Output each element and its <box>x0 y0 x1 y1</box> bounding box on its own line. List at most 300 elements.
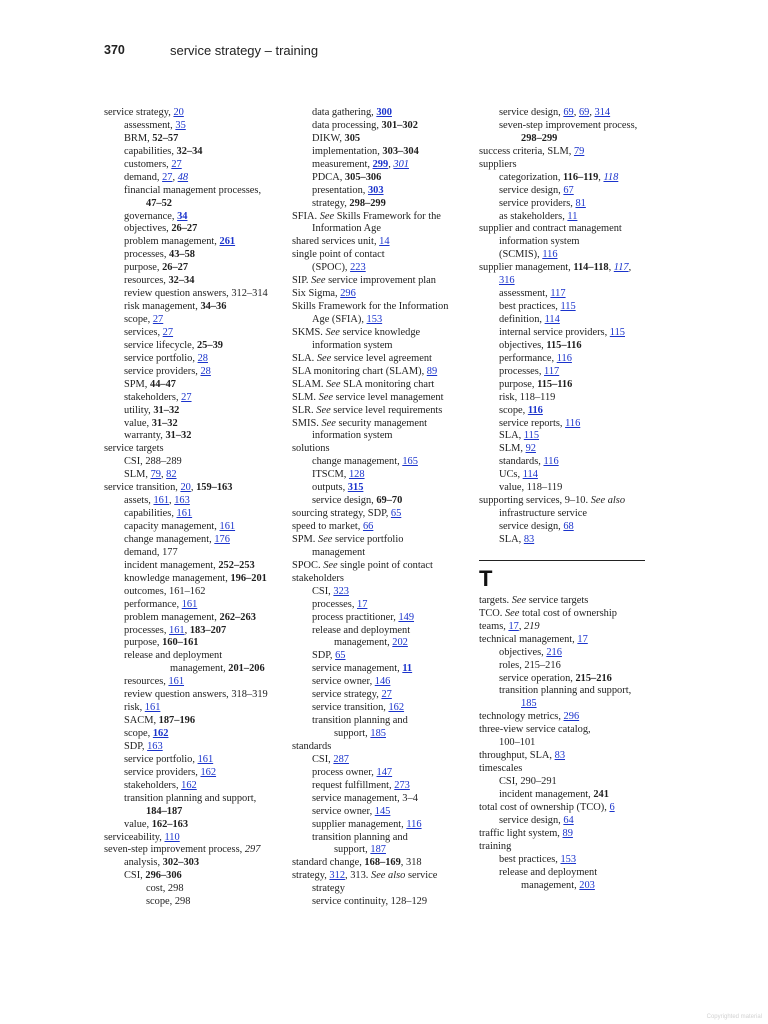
page-link[interactable]: 117 <box>544 365 560 377</box>
page-link[interactable]: 69 <box>563 107 574 118</box>
index-entry <box>292 534 464 547</box>
index-text: , <box>518 620 525 632</box>
index-subentry <box>292 793 464 806</box>
index-term: solutions <box>292 443 330 455</box>
index-entry <box>292 443 464 456</box>
index-term: resources, <box>124 676 169 688</box>
index-entry <box>479 802 647 815</box>
index-subentry <box>479 469 647 482</box>
index-term: strategy, <box>292 870 330 882</box>
index-subentry <box>292 612 464 625</box>
page-link[interactable]: 114 <box>522 469 538 481</box>
index-subentry <box>104 120 282 133</box>
index-text: service level management <box>332 391 444 403</box>
index-text: 43–58 <box>169 249 195 261</box>
page-link[interactable]: 296 <box>340 288 356 300</box>
page-link[interactable]: 17 <box>577 633 588 645</box>
index-subentry <box>292 767 464 780</box>
index-text: See also <box>371 870 406 882</box>
page-link[interactable]: 153 <box>366 314 383 325</box>
index-entry <box>479 621 647 634</box>
page-link[interactable]: 69 <box>578 107 590 118</box>
index-term: review question answers, 312–314 <box>124 288 268 300</box>
index-term: value, 118–119 <box>499 482 563 494</box>
index-term: UCs, <box>499 469 523 481</box>
index-text: 252–253 <box>218 559 255 571</box>
page-link[interactable]: 68 <box>563 521 574 532</box>
index-entry <box>292 249 464 262</box>
index-term: outcomes, 161–162 <box>124 585 206 597</box>
index-term: suppliers <box>479 158 517 170</box>
index-term: TCO. <box>479 607 505 619</box>
index-term: financial management processes, <box>124 184 262 196</box>
index-column-3 <box>479 107 647 892</box>
index-text: 201–206 <box>228 663 265 675</box>
page-link[interactable]: 185 <box>521 698 537 710</box>
index-subentry <box>292 806 464 819</box>
index-subentry <box>104 430 282 443</box>
index-subentry <box>104 353 282 366</box>
page-link[interactable]: 116 <box>406 818 422 830</box>
index-term: change management, <box>124 533 215 545</box>
page-link[interactable]: 312 <box>329 870 346 882</box>
index-subentry <box>292 702 464 715</box>
index-text: 31–32 <box>153 404 180 416</box>
index-term: standards, <box>499 456 544 468</box>
index-subentry <box>479 776 647 789</box>
index-term: service providers, <box>124 365 201 377</box>
page-link[interactable]: 118 <box>603 171 619 183</box>
index-text: , <box>589 107 595 118</box>
index-term: presentation, <box>312 184 368 196</box>
page-link[interactable]: 89 <box>562 827 573 839</box>
index-term: service strategy, <box>312 689 382 701</box>
index-text: service knowledge <box>339 326 421 338</box>
page-link[interactable]: 117 <box>550 288 566 300</box>
index-subentry <box>479 366 647 379</box>
index-subentry <box>479 107 647 120</box>
index-entry <box>292 288 464 301</box>
index-text: service portfolio <box>332 533 404 545</box>
index-term: ITSCM, <box>312 469 349 481</box>
page-link[interactable]: 116 <box>527 404 543 416</box>
index-text: 32–34 <box>176 145 203 157</box>
page-link[interactable]: 20 <box>173 107 184 118</box>
index-term: demand, <box>124 171 163 183</box>
index-term: throughput, SLA, <box>479 750 555 762</box>
index-subentry <box>479 327 647 340</box>
index-subentry <box>104 870 282 883</box>
section-divider <box>479 560 645 561</box>
page-link[interactable]: 116 <box>542 249 558 261</box>
page-link[interactable]: 65 <box>335 650 346 662</box>
page-link[interactable]: 165 <box>402 456 418 468</box>
index-subentry <box>104 883 282 896</box>
page-link[interactable]: 27 <box>162 171 173 183</box>
index-subentry <box>104 379 282 392</box>
index-entry <box>479 495 647 508</box>
page-link[interactable]: 11 <box>567 210 578 222</box>
index-entry <box>292 521 464 534</box>
index-subentry <box>292 883 464 896</box>
page-link[interactable]: 116 <box>556 352 572 364</box>
index-term: resources, <box>124 275 169 287</box>
index-text: , <box>160 469 167 481</box>
page-link[interactable]: 27 <box>381 689 392 701</box>
index-subentry <box>292 262 464 275</box>
page-link[interactable]: 303 <box>367 184 384 196</box>
index-subentry <box>292 586 464 599</box>
index-term: change management, <box>312 456 403 468</box>
index-term: (SPOC), <box>312 262 351 274</box>
index-term: service providers, <box>124 766 201 778</box>
index-subentry <box>292 469 464 482</box>
index-entry <box>292 366 464 379</box>
index-text: 114–118 <box>573 262 609 274</box>
page-link[interactable]: 187 <box>370 844 386 856</box>
index-term: SLA monitoring chart (SLAM), <box>292 365 427 377</box>
index-column-2 <box>292 107 464 909</box>
page-link[interactable]: 296 <box>563 711 580 723</box>
index-term: scope, 298 <box>146 896 191 908</box>
index-subentry <box>104 741 282 754</box>
index-term: standards <box>292 740 332 752</box>
index-term: analysis, <box>124 857 163 869</box>
index-term: performance, <box>124 598 182 610</box>
page-link[interactable]: 14 <box>379 236 390 248</box>
page-link[interactable]: 114 <box>544 314 560 325</box>
index-term: CSI, 288–289 <box>124 456 182 468</box>
index-term: management <box>312 546 366 558</box>
page-link[interactable]: 82 <box>166 469 177 481</box>
index-subentry <box>104 249 282 262</box>
page-link[interactable]: 161 <box>168 676 185 688</box>
index-term: objectives, <box>499 646 547 658</box>
index-term: process practitioner, <box>312 611 399 623</box>
page-link[interactable]: 34 <box>177 210 188 222</box>
index-subentry <box>292 599 464 612</box>
index-subentry <box>292 689 464 702</box>
index-term: success criteria, SLM, <box>479 145 574 157</box>
index-text: 298–299 <box>521 132 558 144</box>
index-subentry <box>104 133 282 146</box>
index-subentry <box>479 236 647 249</box>
index-term: timescales <box>479 763 523 775</box>
index-term: implementation, <box>312 145 383 157</box>
index-term: measurement, <box>312 158 373 170</box>
index-entry <box>479 634 647 647</box>
page-link[interactable]: 67 <box>563 184 574 196</box>
index-term: knowledge management, <box>124 572 231 584</box>
index-subentry <box>104 612 282 625</box>
page-link[interactable]: 273 <box>394 779 410 791</box>
index-text: , <box>184 624 190 636</box>
index-term: release and deployment <box>499 866 598 878</box>
page-link[interactable]: 300 <box>376 107 392 118</box>
index-term: transition planning and <box>312 715 408 727</box>
page-link[interactable]: 27 <box>181 391 192 403</box>
page-link[interactable]: 162 <box>388 702 405 714</box>
index-term: capabilities, <box>124 508 177 520</box>
index-term: SPM. <box>292 533 318 545</box>
index-term: cost, 298 <box>146 883 184 895</box>
index-subentry <box>104 301 282 314</box>
index-term: support, <box>334 728 371 739</box>
index-text: 168–169 <box>364 857 401 869</box>
page-link[interactable]: 83 <box>554 750 566 762</box>
index-term: scope, <box>124 728 153 739</box>
index-subentry <box>479 185 647 198</box>
index-subentry <box>292 107 464 120</box>
page-link[interactable]: 203 <box>579 879 595 891</box>
index-term: purpose, <box>499 378 538 390</box>
index-subentry <box>104 405 282 418</box>
index-term: risk, <box>124 702 145 714</box>
page-link[interactable]: 115 <box>560 301 576 313</box>
index-subentry <box>292 625 464 638</box>
index-subentry <box>104 793 282 806</box>
index-subentry <box>292 547 464 560</box>
index-term: incident management, <box>499 788 594 800</box>
page-link[interactable]: 48 <box>177 171 189 183</box>
index-term: CSI, <box>124 870 146 882</box>
page-link[interactable]: 83 <box>523 533 535 545</box>
index-term: total cost of ownership (TCO), <box>479 801 610 813</box>
page-link[interactable]: 20 <box>180 482 191 494</box>
page-link[interactable]: 162 <box>181 779 197 791</box>
index-subentry <box>104 275 282 288</box>
page-link[interactable]: 79 <box>573 145 585 157</box>
page-link[interactable]: 161 <box>144 702 161 714</box>
index-subentry <box>104 534 282 547</box>
index-text: 47–52 <box>146 197 172 209</box>
index-term: service transition, <box>312 702 389 714</box>
index-term: teams, <box>479 620 509 632</box>
running-head: service strategy – training <box>170 43 319 58</box>
page-link[interactable]: 163 <box>147 740 163 752</box>
index-term: value, <box>124 417 152 429</box>
page-link[interactable]: 161 <box>153 495 170 507</box>
index-subentry <box>292 650 464 663</box>
index-subentry <box>479 867 647 880</box>
index-subentry <box>292 185 464 198</box>
index-text: 241 <box>593 788 609 800</box>
page-link[interactable]: 162 <box>200 766 217 778</box>
page-link[interactable]: 163 <box>174 495 190 507</box>
index-term: release and deployment <box>124 650 223 662</box>
index-subentry <box>104 560 282 573</box>
index-term: demand, 177 <box>124 546 178 558</box>
index-subentry <box>479 647 647 660</box>
index-term: (SCMIS), <box>499 249 543 261</box>
index-subentry <box>292 159 464 172</box>
index-text: See <box>511 594 527 606</box>
index-term: information system <box>312 430 393 442</box>
page-link[interactable]: 116 <box>565 417 581 429</box>
index-subentry <box>479 172 647 185</box>
index-subentry <box>292 754 464 767</box>
index-entry <box>292 275 464 288</box>
index-entry <box>292 573 464 586</box>
index-term: CSI, <box>312 585 334 597</box>
watermark: Copyrighted material <box>706 1014 762 1020</box>
page-link[interactable]: 27 <box>162 326 174 338</box>
page-link[interactable]: 147 <box>376 766 393 778</box>
index-term: warranty, <box>124 430 166 442</box>
index-term: service owner, <box>312 805 375 817</box>
index-term: management, <box>334 637 393 649</box>
index-term: release and deployment <box>312 624 411 636</box>
index-subentry <box>292 715 464 728</box>
page-link[interactable]: 162 <box>152 728 169 739</box>
page-link[interactable]: 115 <box>523 430 540 442</box>
page-link[interactable]: 92 <box>525 443 536 455</box>
page-link[interactable]: 35 <box>175 119 186 131</box>
page-link[interactable]: 299 <box>372 158 389 170</box>
index-subentry <box>104 172 282 185</box>
index-term: SLA, <box>499 430 524 442</box>
index-term: value, <box>124 818 152 830</box>
index-term: SLA, <box>499 533 524 545</box>
page-link[interactable]: 314 <box>594 107 611 118</box>
index-term: SPM, <box>124 378 150 390</box>
page-link[interactable]: 161 <box>197 753 214 765</box>
index-term: services, <box>124 326 163 338</box>
page-link[interactable]: 149 <box>398 611 415 623</box>
index-subentry <box>292 832 464 845</box>
index-text: 159–163 <box>196 482 233 494</box>
index-term: SFIA. <box>292 210 320 222</box>
page-link[interactable]: 202 <box>392 637 408 649</box>
index-term: definition, <box>499 314 545 325</box>
index-term: stakeholders <box>292 572 344 584</box>
page-link[interactable]: 216 <box>546 646 562 658</box>
page-link[interactable]: 117 <box>613 262 629 274</box>
index-subentry <box>292 495 464 508</box>
index-subentry <box>479 275 647 288</box>
index-subentry <box>104 288 282 301</box>
page-link[interactable]: 315 <box>347 482 364 494</box>
index-text: See <box>504 607 520 619</box>
index-subentry <box>479 198 647 211</box>
index-entry <box>479 608 647 621</box>
index-subentry <box>104 456 282 469</box>
page-link[interactable]: 323 <box>333 585 349 597</box>
page-link[interactable]: 6 <box>609 801 615 813</box>
page-link[interactable]: 28 <box>197 352 208 364</box>
page-link[interactable]: 79 <box>150 469 161 481</box>
page-link[interactable]: 145 <box>374 805 391 817</box>
index-text: 69–70 <box>376 495 403 507</box>
page-link[interactable]: 28 <box>200 365 211 377</box>
index-subentry <box>479 430 647 443</box>
index-subentry <box>104 340 282 353</box>
page-link[interactable]: 116 <box>543 456 559 468</box>
page-link[interactable]: 161 <box>169 624 185 636</box>
page-link[interactable]: 128 <box>348 469 365 481</box>
index-term: capacity management, <box>124 521 220 532</box>
page-link[interactable]: 223 <box>350 262 366 274</box>
index-term: customers, <box>124 158 172 170</box>
page-link[interactable]: 176 <box>214 533 230 545</box>
index-term: SLM, <box>124 469 151 481</box>
page-link[interactable]: 115 <box>609 326 625 338</box>
index-text: , <box>388 158 394 170</box>
index-subentry <box>104 689 282 702</box>
index-text: 160–161 <box>162 637 199 649</box>
index-term: risk management, <box>124 301 201 313</box>
page-link[interactable]: 287 <box>333 753 349 765</box>
index-subentry <box>479 508 647 521</box>
index-entry <box>104 443 282 456</box>
page-link[interactable]: 64 <box>563 814 574 826</box>
index-subentry <box>104 262 282 275</box>
index-subentry <box>292 456 464 469</box>
page-link[interactable]: 301 <box>393 158 409 170</box>
index-subentry <box>479 353 647 366</box>
page-link[interactable]: 261 <box>219 236 236 248</box>
index-subentry <box>292 728 464 741</box>
index-term: as stakeholders, <box>499 210 568 222</box>
index-term: strategy, <box>312 197 350 209</box>
index-term: service transition, <box>104 482 181 494</box>
index-entry <box>104 832 282 845</box>
page-link[interactable]: 316 <box>499 275 515 287</box>
index-term: categorization, <box>499 171 564 183</box>
page-link[interactable]: 65 <box>390 508 402 520</box>
index-text: See <box>323 559 338 571</box>
page-link[interactable]: 27 <box>171 158 182 170</box>
page-link[interactable]: 27 <box>152 314 164 325</box>
index-term: assessment, <box>499 288 551 300</box>
page-link[interactable]: 161 <box>176 508 193 520</box>
page-link[interactable]: 89 <box>426 365 438 377</box>
page-link[interactable]: 161 <box>219 521 236 532</box>
index-subentry <box>104 198 282 211</box>
index-subentry <box>479 685 647 698</box>
index-term: stakeholders, <box>124 779 182 791</box>
page-link[interactable]: 11 <box>402 663 413 675</box>
index-term: data processing, <box>312 119 382 131</box>
index-subentry <box>104 521 282 534</box>
index-subentry <box>104 754 282 767</box>
page-link[interactable]: 185 <box>370 728 386 739</box>
index-entry <box>292 870 464 883</box>
page-link[interactable]: 17 <box>508 620 519 632</box>
index-term: service design, <box>499 521 564 532</box>
page-link[interactable]: 66 <box>362 521 374 532</box>
index-subentry <box>104 469 282 482</box>
page-link[interactable]: 110 <box>164 831 180 843</box>
index-term: CSI, 290–291 <box>499 776 557 787</box>
index-term: shared services unit, <box>292 236 380 248</box>
index-subentry <box>104 625 282 638</box>
index-subentry <box>104 599 282 612</box>
page-link[interactable]: 146 <box>374 676 391 688</box>
page-link[interactable]: 161 <box>181 598 198 610</box>
page-link[interactable]: 153 <box>560 853 577 865</box>
index-subentry <box>479 737 647 750</box>
page-link[interactable]: 81 <box>575 197 586 209</box>
index-entry <box>104 844 282 857</box>
index-text: security management <box>335 417 428 429</box>
page-link[interactable]: 17 <box>357 598 368 610</box>
index-text: 115–116 <box>546 339 582 351</box>
index-subentry <box>104 236 282 249</box>
index-term: purpose, <box>124 262 163 274</box>
index-entry <box>479 223 647 236</box>
index-text: 262–263 <box>219 611 256 623</box>
